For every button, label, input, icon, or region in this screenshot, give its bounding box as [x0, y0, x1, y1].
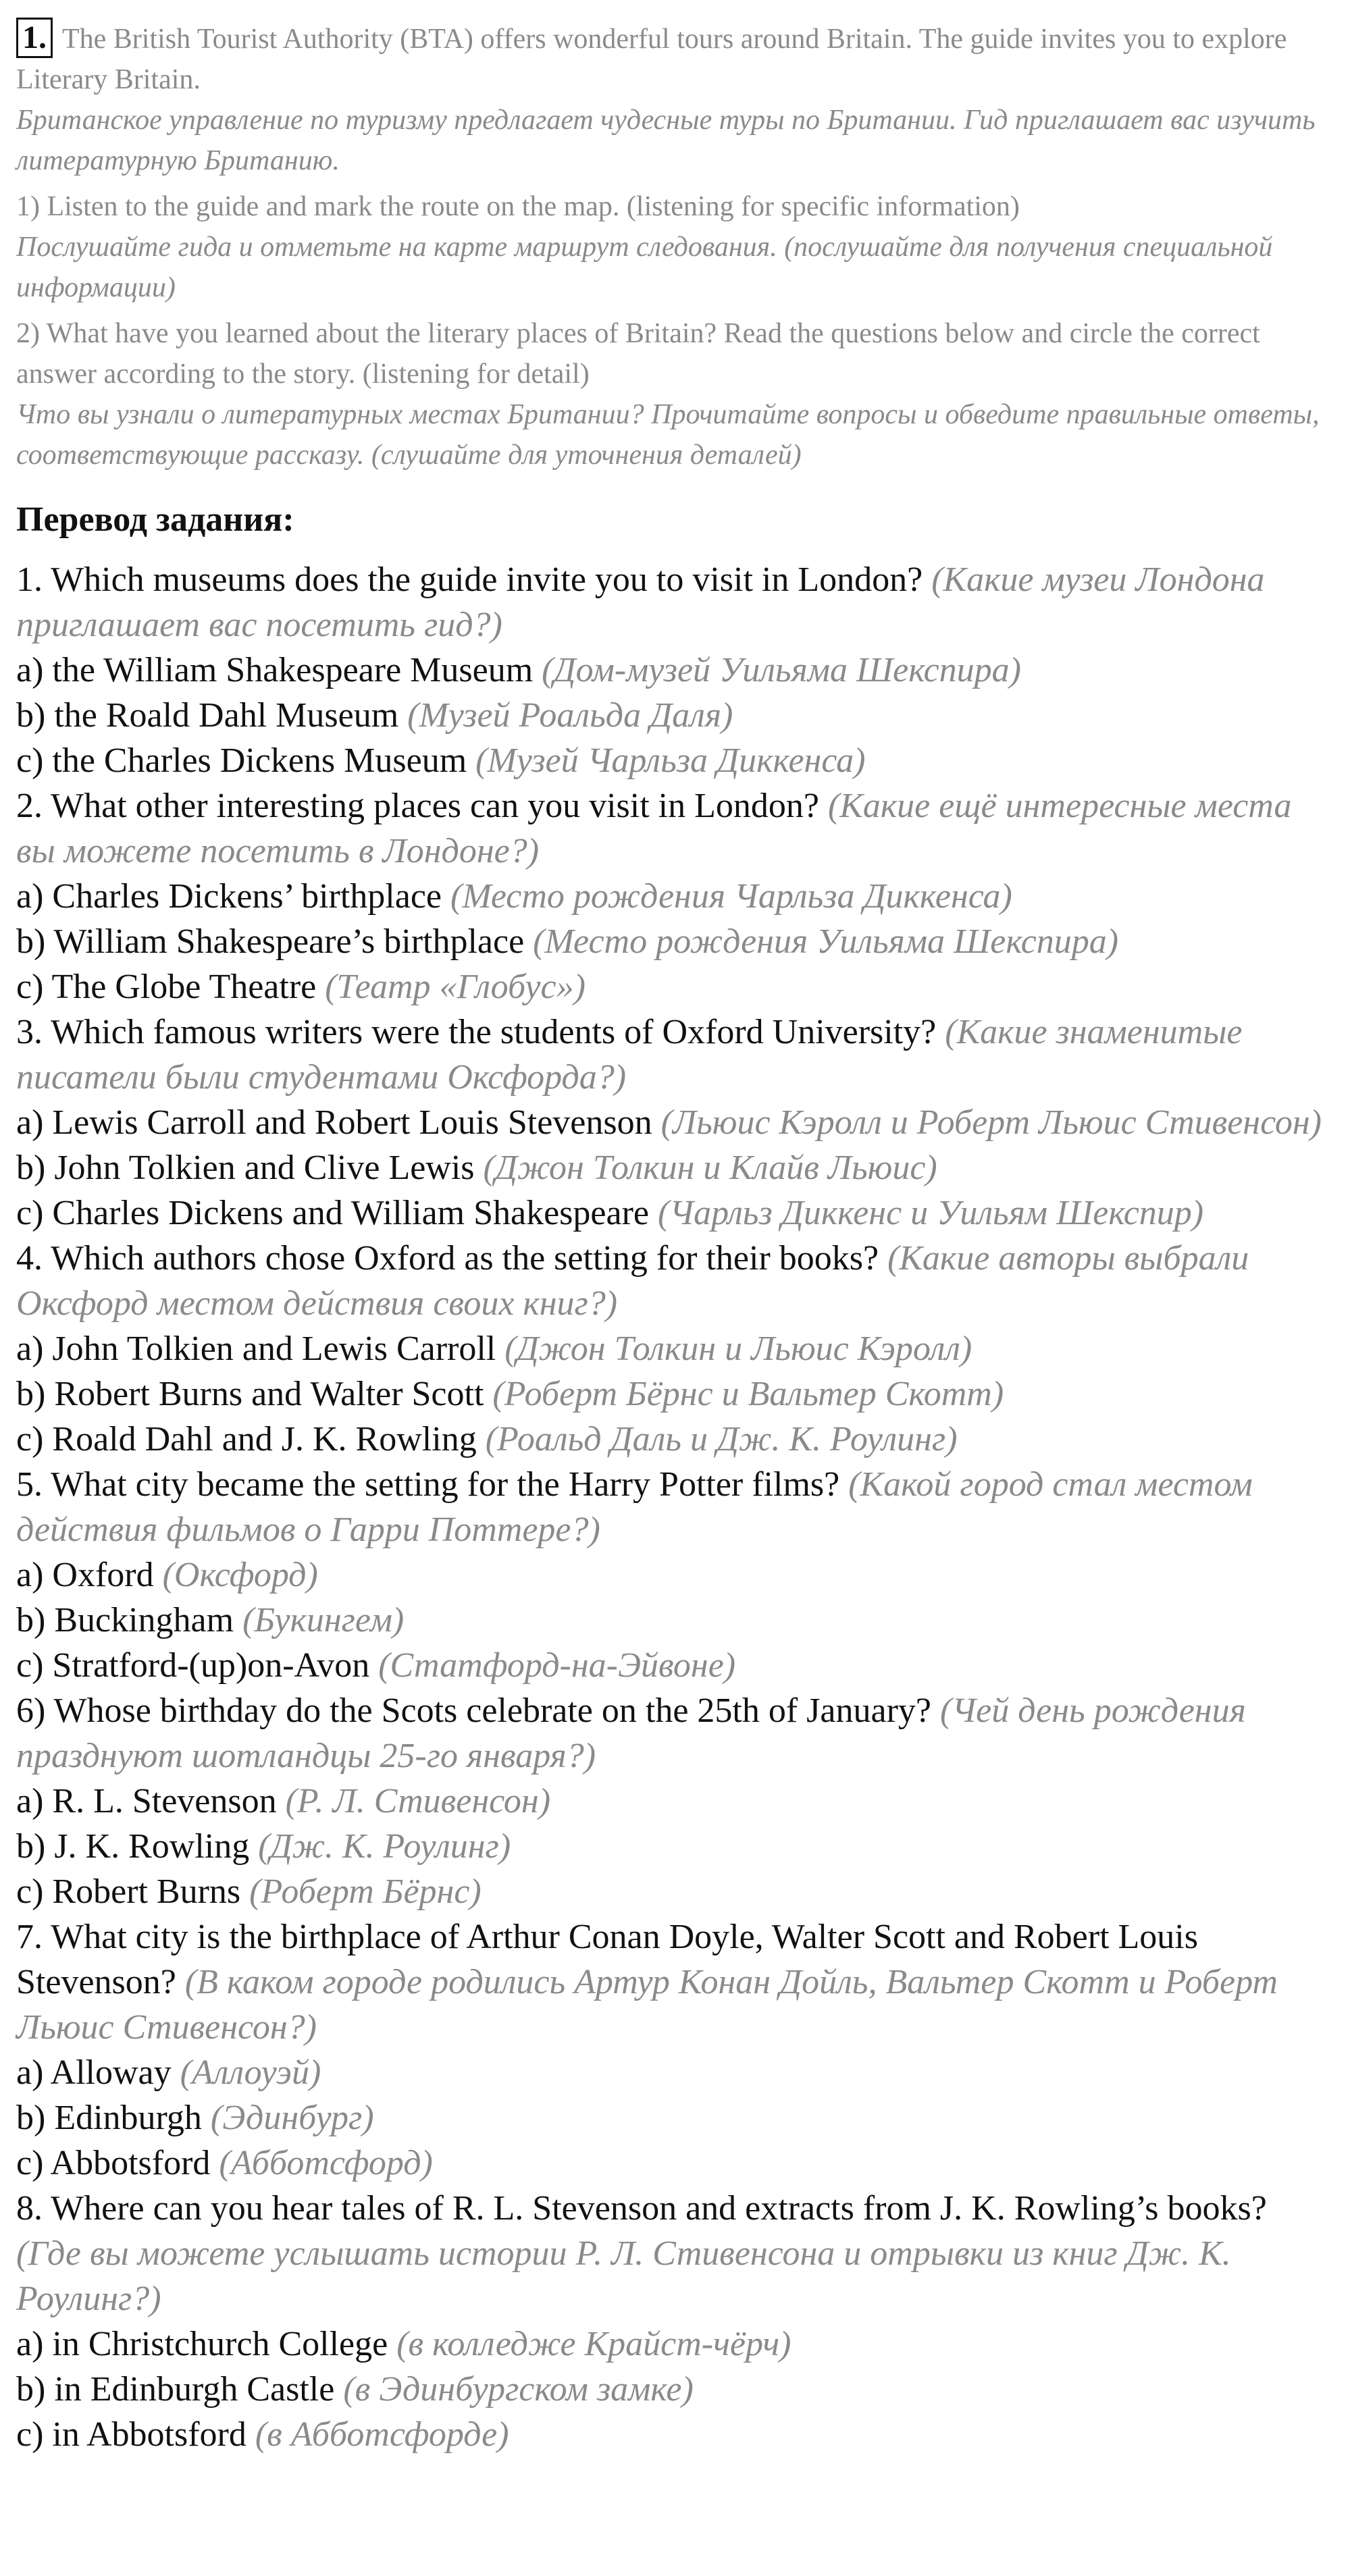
answer-option-translation: (Статфорд-на-Эйвоне)	[378, 1646, 736, 1685]
answer-option	[16, 2412, 1333, 2457]
answer-option-translation: (в Эдинбургском замке)	[343, 2370, 694, 2409]
answer-option-translation: (Оксфорд)	[162, 1556, 318, 1594]
answer-option-text: a) Alloway	[16, 2053, 172, 2092]
answer-option-text: c) Stratford-(up)on-Avon	[16, 1646, 370, 1685]
answer-option-text: a) Oxford	[16, 1556, 154, 1594]
task-2-english: 2) What have you learned about the literary places of Britain? Read the questions below and circle the correct answer according to the story. (listening for detail)	[16, 318, 1260, 390]
answer-option-translation: (в Абботсфорде)	[255, 2415, 509, 2454]
answer-option-text: b) J. K. Rowling	[16, 1827, 250, 1866]
answer-option	[16, 1371, 1333, 1417]
answer-option-text: b) the Roald Dahl Museum	[16, 696, 399, 735]
answer-option-translation: (Роберт Бёрнс и Вальтер Скотт)	[492, 1375, 1004, 1413]
answer-option-text: c) Charles Dickens and William Shakespeare	[16, 1194, 649, 1232]
question-7	[16, 1914, 1333, 2050]
intro-english: The British Tourist Authority (BTA) offers wonderful tours around Britain. The guide invites you to explore Literary Britain.	[16, 24, 1287, 95]
answer-option	[16, 648, 1333, 693]
intro-russian: Британское управление по туризму предлагает чудесные туры по Британии. Гид приглашает вас изучить литературную Британию.	[16, 105, 1316, 176]
question-5	[16, 1462, 1333, 1552]
answer-option	[16, 1824, 1333, 1869]
answer-option-translation: (Джон Толкин и Льюис Кэролл)	[504, 1330, 972, 1368]
exercise-header	[16, 18, 1333, 475]
answer-option-text: b) John Tolkien and Clive Lewis	[16, 1149, 475, 1187]
answer-option-translation: (Букингем)	[242, 1601, 405, 1639]
answer-option-translation: (Льюис Кэролл и Роберт Льюис Стивенсон)	[660, 1103, 1322, 1142]
answer-option-translation: (Абботсфорд)	[219, 2144, 433, 2182]
translation-title: Перевод задания:	[16, 500, 294, 539]
question-text: 6) Whose birthday do the Scots celebrate on the 25th of January?	[16, 1691, 931, 1730]
answer-option-text: a) the William Shakespeare Museum	[16, 651, 534, 689]
answer-option-text: b) in Edinburgh Castle	[16, 2370, 335, 2409]
answer-option	[16, 1552, 1333, 1598]
question-translation: (В каком городе родились Артур Конан Дойль, Вальтер Скотт и Роберт Льюис Стивенсон?)	[16, 1963, 1278, 2047]
answer-option-translation: (Место рождения Чарльза Диккенса)	[450, 877, 1012, 916]
question-translation: (Чей день рождения празднуют шотландцы 25-го января?)	[16, 1691, 1246, 1775]
answer-option-text: b) Robert Burns and Walter Scott	[16, 1375, 484, 1413]
answer-option	[16, 919, 1333, 964]
question-text: 4. Which authors chose Oxford as the setting for their books?	[16, 1239, 879, 1278]
answer-option	[16, 1145, 1333, 1190]
answer-option	[16, 1100, 1333, 1145]
answer-option-text: a) John Tolkien and Lewis Carroll	[16, 1330, 496, 1368]
answer-option-text: a) Charles Dickens’ birthplace	[16, 877, 442, 916]
answer-option	[16, 874, 1333, 919]
question-translation: (Какие авторы выбрали Оксфорд местом действия своих книг?)	[16, 1239, 1249, 1323]
answer-option-translation: (Дж. К. Роулинг)	[258, 1827, 511, 1866]
answer-option-text: b) Buckingham	[16, 1601, 234, 1639]
question-8	[16, 2186, 1333, 2321]
answer-option-text: c) Robert Burns	[16, 1872, 241, 1911]
answer-option-translation: (Р. Л. Стивенсон)	[285, 1782, 551, 1820]
answer-option-translation: (Чарльз Диккенс и Уильям Шекспир)	[657, 1194, 1204, 1232]
answer-option	[16, 964, 1333, 1009]
question-translation: (Какие знаменитые писатели были студентами Оксфорда?)	[16, 1013, 1243, 1097]
answer-option-text: b) Edinburgh	[16, 2099, 202, 2137]
answer-option	[16, 1869, 1333, 1914]
answer-option	[16, 1417, 1333, 1462]
task-1-russian: Послушайте гида и отметьте на карте маршрут следования. (послушайте для получения специальной информации)	[16, 232, 1273, 303]
answer-option-translation: (Эдинбург)	[210, 2099, 374, 2137]
answer-option	[16, 2050, 1333, 2095]
question-text: 5. What city became the setting for the Harry Potter films?	[16, 1465, 840, 1504]
answer-option-translation: (в колледже Крайст-чёрч)	[396, 2325, 791, 2363]
question-text: 2. What other interesting places can you visit in London?	[16, 787, 819, 825]
answer-option	[16, 1326, 1333, 1371]
question-3	[16, 1009, 1333, 1100]
answer-option	[16, 1643, 1333, 1688]
answer-option	[16, 738, 1333, 783]
question-translation: (Какой город стал местом действия фильмов о Гарри Поттере?)	[16, 1465, 1253, 1549]
answer-option	[16, 2095, 1333, 2140]
answer-option	[16, 1598, 1333, 1643]
answer-option-text: c) in Abbotsford	[16, 2415, 246, 2454]
answer-option-translation: (Дом-музей Уильяма Шекспира)	[542, 651, 1021, 689]
answer-option-text: c) Roald Dahl and J. K. Rowling	[16, 1420, 477, 1458]
answer-option	[16, 2140, 1333, 2186]
answer-option-translation: (Музей Роальда Даля)	[407, 696, 733, 735]
question-text: 1. Which museums does the guide invite you to visit in London?	[16, 560, 923, 599]
answer-option-text: a) R. L. Stevenson	[16, 1782, 277, 1820]
question-translation: (Где вы можете услышать истории Р. Л. Стивенсона и отрывки из книг Дж. К. Роулинг?)	[16, 2234, 1231, 2318]
answer-option-text: b) William Shakespeare’s birthplace	[16, 922, 525, 961]
answer-option-translation: (Джон Толкин и Клайв Льюис)	[483, 1149, 937, 1187]
question-translation: (Какие музеи Лондона приглашает вас посетить гид?)	[16, 560, 1265, 644]
question-text: 3. Which famous writers were the students of Oxford University?	[16, 1013, 937, 1051]
answer-option	[16, 1190, 1333, 1236]
answer-option-text: c) The Globe Theatre	[16, 968, 317, 1006]
answer-option-text: c) Abbotsford	[16, 2144, 211, 2182]
question-4	[16, 1236, 1333, 1326]
question-text: 7. What city is the birthplace of Arthur Conan Doyle, Walter Scott and Robert Louis Stevenson?	[16, 1918, 1198, 2001]
answer-option-translation: (Роберт Бёрнс)	[249, 1872, 482, 1911]
question-1	[16, 557, 1333, 648]
question-6	[16, 1688, 1333, 1779]
answer-option-translation: (Аллоуэй)	[180, 2053, 321, 2092]
question-translation: (Какие ещё интересные места вы можете посетить в Лондоне?)	[16, 787, 1292, 870]
question-text: 8. Where can you hear tales of R. L. Stevenson and extracts from J. K. Rowling’s books?	[16, 2189, 1267, 2228]
answer-option	[16, 2321, 1333, 2367]
answer-option	[16, 1779, 1333, 1824]
answer-option-translation: (Музей Чарльза Диккенса)	[475, 741, 866, 780]
answer-option-text: a) Lewis Carroll and Robert Louis Stevenson	[16, 1103, 652, 1142]
answer-option-text: c) the Charles Dickens Museum	[16, 741, 467, 780]
answer-option-translation: (Роальд Даль и Дж. К. Роулинг)	[485, 1420, 958, 1458]
exercise-intro	[16, 18, 1333, 100]
task-2-russian: Что вы узнали о литературных местах Британии? Прочитайте вопросы и обведите правильные ответы, соответствующие рассказу. (слушайте для уточнения деталей)	[16, 399, 1320, 471]
answer-option	[16, 693, 1333, 738]
task-1-english: 1) Listen to the guide and mark the route on the map. (listening for specific information)	[16, 191, 1020, 222]
answer-option-translation: (Место рождения Уильяма Шекспира)	[533, 922, 1119, 961]
answer-option	[16, 2367, 1333, 2412]
answer-option-text: a) in Christchurch College	[16, 2325, 388, 2363]
answer-option-translation: (Театр «Глобус»)	[325, 968, 586, 1006]
question-2	[16, 783, 1333, 874]
exercise-number: 1.	[16, 18, 53, 58]
questions-list	[16, 557, 1333, 2457]
